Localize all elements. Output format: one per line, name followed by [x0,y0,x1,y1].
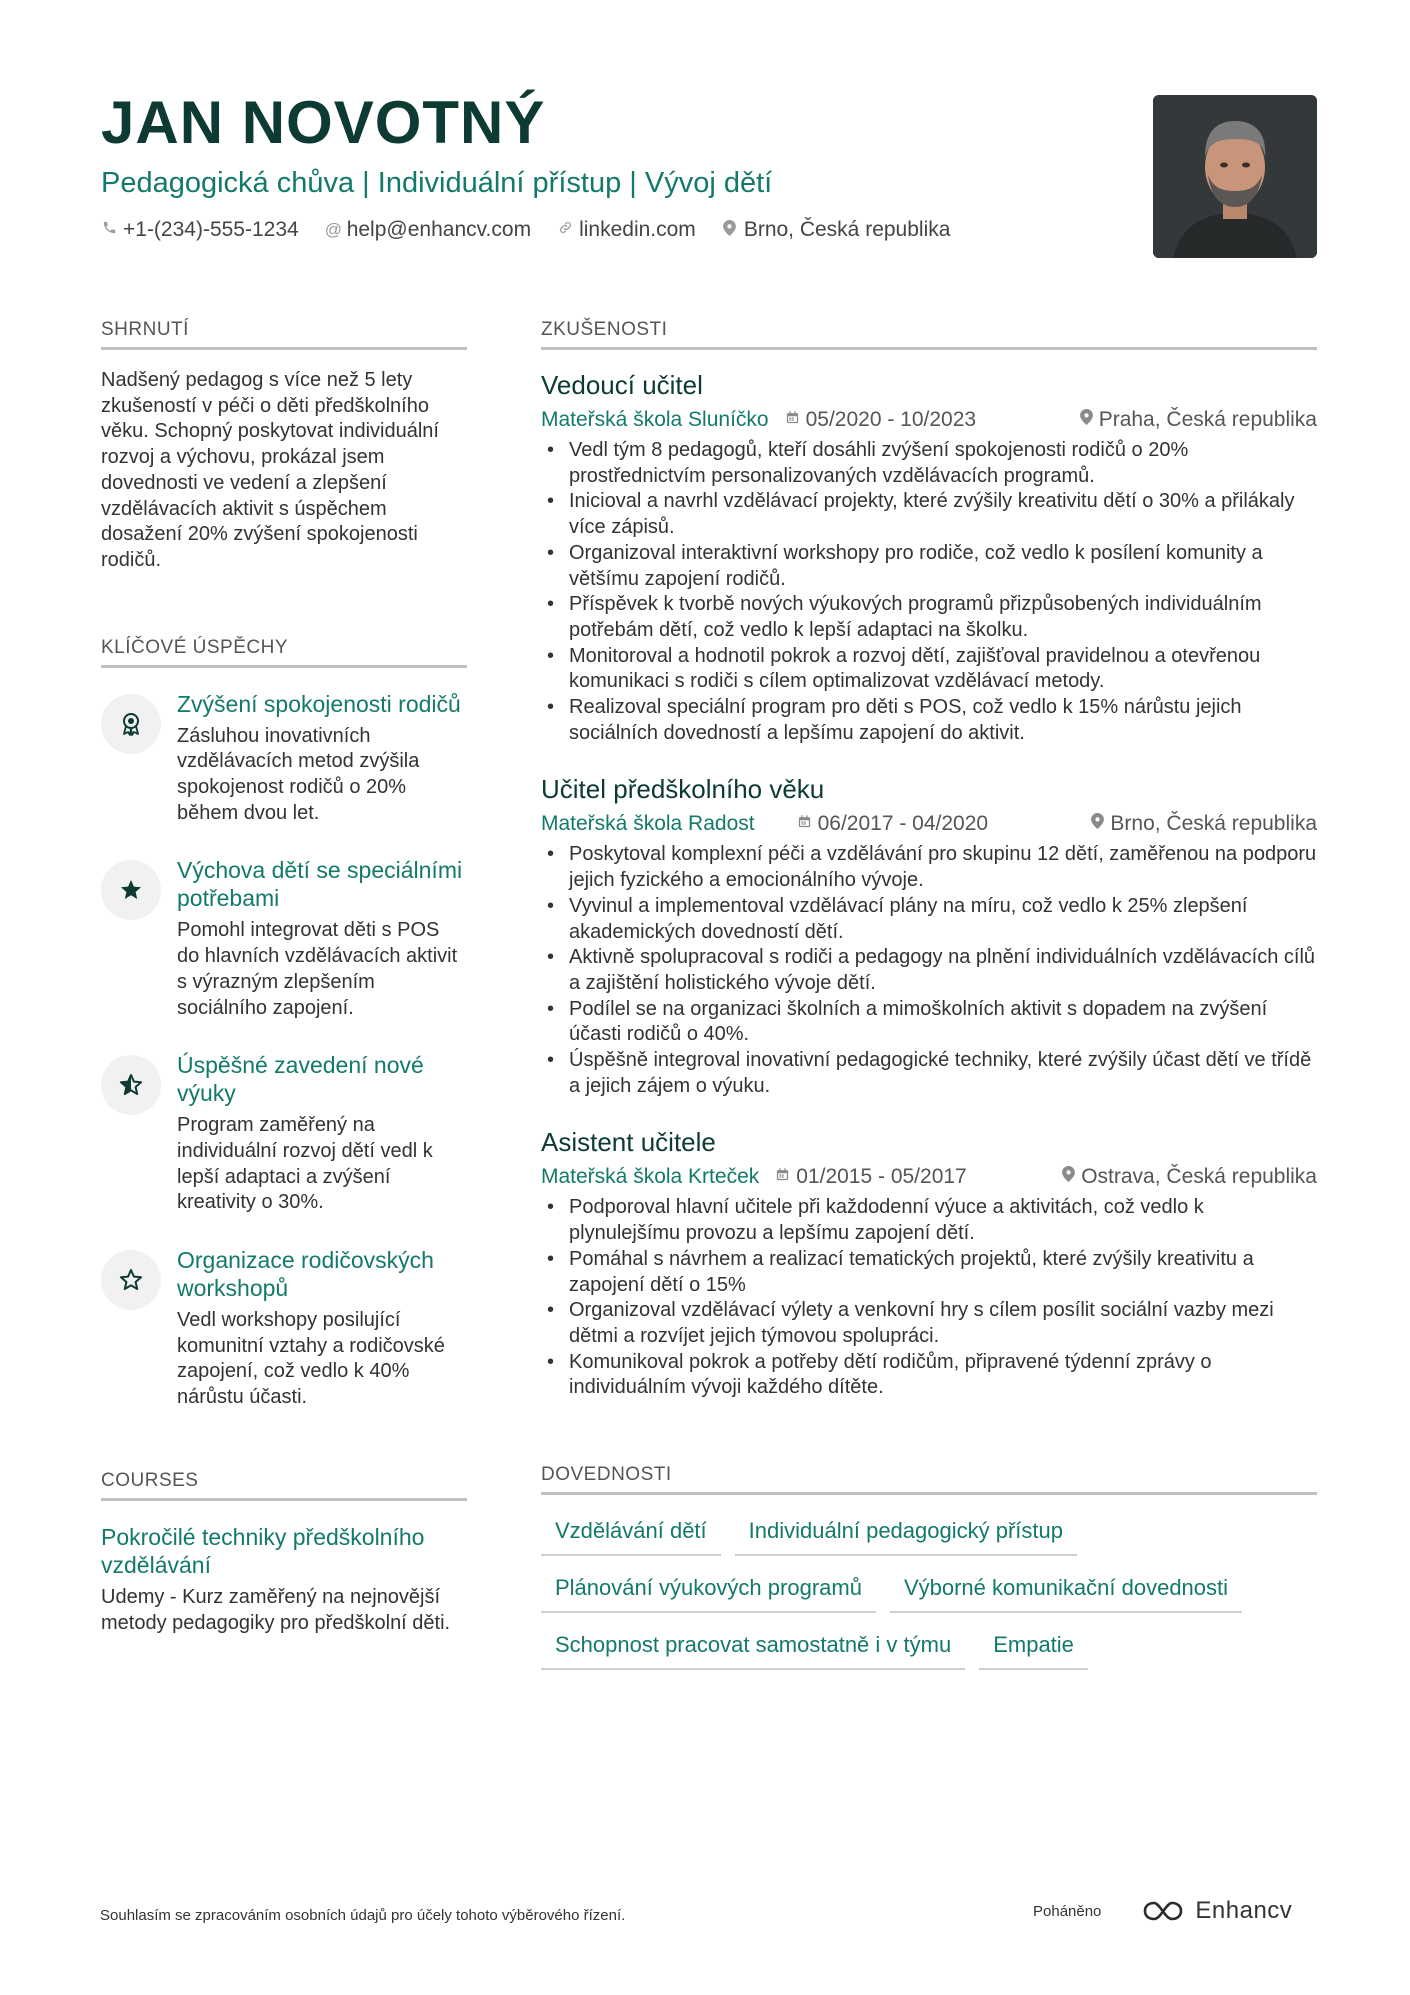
job-bullet: • Monitoroval a hodnotil pokrok a rozvoj dětí, zajišťoval pravidelnou a otevřenou komunikaci s rodiči s cílem optimalizovat vzdělávací metody. [541,644,1317,695]
job-location: Brno, Česká republika [1110,812,1317,836]
link-icon [557,220,573,240]
course-desc: Udemy - Kurz zaměřený na nejnovější metody pedagogiky pro předškolní děti. [101,1585,451,1634]
achievement-desc: Zásluhou inovativních vzdělávacích metod zvýšila spokojenost rodičů o 20% během dvou let. [177,724,420,824]
job-location-wrap [1091,810,1317,838]
calendar-icon [775,1163,790,1191]
job-bullets [541,842,1317,1099]
achievement-desc: Vedl workshopy posilující komunitní vztahy a rodičovské zapojení, což vedlo k 40% nárůstu účasti. [177,1309,445,1409]
skills-heading: DOVEDNOSTI [541,1463,1317,1495]
skill-tag: Plánování výukových programů [541,1570,876,1613]
at-icon: @ [324,220,342,239]
job-bullet: • Realizoval speciální program pro děti s POS, což vedlo k 15% nárůstu jejich sociálních dovedností a lepšímu zapojení do aktivit. [541,695,1317,746]
summary-text: Nadšený pedagog s více než 5 lety zkušeností v péči o děti předškolního věku. Schopný poskytovat individuální rozvoj a výchovu, prokázal jsem dovednosti ve vedení a zlepšení vzdělávacích aktivit s úspěchem dosažení 20% zvýšení spokojenosti rodičů. [101,369,439,571]
job-bullet: • Vedl tým 8 pedagogů, kteří dosáhli zvýšení spokojenosti rodičů o 20% prostřednictvím personalizovaných vzdělávacích programů. [541,438,1317,489]
job-bullet: • Organizoval vzdělávací výlety a venkovní hry s cílem posílit sociální vazby mezi dětmi a rozvíjet jejich týmovou spolupráci. [541,1298,1317,1349]
profile-photo [1153,95,1317,258]
location-pin-icon [1091,810,1104,838]
star-half-icon [101,1055,161,1115]
courses-heading: COURSES [101,1469,467,1501]
contact-list [101,218,1151,242]
job-company: Mateřská škola Radost [541,812,755,836]
achievement-desc: Pomohl integrovat děti s POS do hlavních vzdělávacích aktivit s výrazným zlepšením sociálního zapojení. [177,919,458,1019]
achievement-body [177,690,467,827]
brand-logo[interactable] [1141,1897,1292,1925]
achievement-body [177,1246,467,1411]
job-location: Praha, Česká republika [1098,408,1317,431]
contact-phone [101,218,299,242]
ribbon-award-icon [101,694,161,754]
skills-list [541,1513,1317,1684]
job-dates-wrap [775,1163,966,1191]
achievement-item [101,856,467,1021]
calendar-icon [785,406,800,434]
candidate-name: JAN NOVOTNÝ [101,89,546,156]
job-company: Mateřská škola Krteček [541,1165,760,1189]
footer-branding [1033,1897,1292,1925]
consent-text: Souhlasím se zpracováním osobních údajů pro účely tohoto výběrového řízení. [100,1907,626,1924]
job-title: Učitel předškolního věku [541,774,825,805]
achievement-body [177,856,467,1021]
job-title: Asistent učitele [541,1127,716,1158]
job-entry [541,368,1317,746]
achievements-heading: KLÍČOVÉ ÚSPĚCHY [101,636,467,668]
achievement-body [177,1051,467,1216]
job-dates-wrap [785,406,976,434]
contact-linkedin[interactable] [557,218,696,242]
job-bullet: • Příspěvek k tvorbě nových výukových programů přizpůsobených individuálním potřebám dětí, což vedlo k lepší adaptaci na školku. [541,592,1317,643]
job-dates-wrap [797,810,988,838]
job-meta [541,406,1317,434]
skill-tag: Empatie [979,1627,1088,1670]
job-bullet: • Poskytoval komplexní péči a vzdělávání pro skupinu 12 dětí, zaměřenou na podporu jejich fyzického a emocionálního vývoje. [541,842,1317,893]
brand-name: Enhancv [1195,1897,1293,1924]
contact-location-text: Brno, Česká republika [743,218,951,241]
job-location: Ostrava, Česká republika [1081,1165,1317,1189]
contact-email-text[interactable]: help@enhancv.com [346,218,532,241]
achievement-item [101,690,467,827]
achievement-item [101,1051,467,1216]
job-bullet: • Inicioval a navrhl vzdělávací projekty, které zvýšily kreativitu dětí o 30% a přilákaly více zápisů. [541,489,1317,540]
job-location-wrap [1080,406,1317,434]
job-company: Mateřská škola Sluníčko [541,408,769,431]
achievement-title: Organizace rodičovských workshopů [177,1247,434,1302]
contact-location [722,218,951,242]
job-bullet: • Vyvinul a implementoval vzdělávací plány na míru, což vedlo k 25% zlepšení akademických dovedností dětí. [541,894,1317,945]
left-column [101,318,467,1636]
job-dates: 05/2020 - 10/2023 [805,408,977,431]
summary-heading: SHRNUTÍ [101,318,467,350]
contact-email[interactable] [325,218,531,242]
job-bullet: • Podílel se na organizaci školních a mimoškolních aktivit s dopadem na zvýšení účasti rodičů o 40%. [541,997,1317,1048]
job-location-wrap [1062,1163,1317,1191]
contact-linkedin-text[interactable]: linkedin.com [579,218,696,241]
enhancv-logo-icon [1141,1900,1187,1922]
job-bullets [541,1195,1317,1401]
skill-tag: Vzdělávání dětí [541,1513,721,1556]
powered-by-label: Poháněno [1033,1902,1102,1920]
job-meta [541,810,1317,838]
right-column [541,318,1317,1684]
contact-phone-text: +1-(234)-555-1234 [123,218,299,241]
star-filled-icon [101,860,161,920]
achievement-title: Úspěšné zavedení nové výuky [177,1052,424,1107]
calendar-icon [797,810,812,838]
achievement-title: Výchova dětí se speciálními potřebami [177,857,463,912]
job-bullet: • Komunikoval pokrok a potřeby dětí rodičům, připravené týdenní zprávy o individuálním vývoji každého dítěte. [541,1350,1317,1401]
phone-icon [101,220,117,240]
course-title: Pokročilé techniky předškolního vzdělávání [101,1523,425,1578]
achievement-desc: Program zaměřený na individuální rozvoj dětí vedl k lepší adaptaci a zvýšení kreativity o 30%. [177,1114,433,1214]
location-pin-icon [1080,406,1093,434]
job-meta [541,1163,1317,1191]
job-bullet: • Podporoval hlavní učitele při každodenní výuce a aktivitách, což vedlo k plynulejšímu provozu a lepšímu zapojení dětí. [541,1195,1317,1246]
skill-tag: Výborné komunikační dovednosti [890,1570,1242,1613]
skill-tag: Schopnost pracovat samostatně i v týmu [541,1627,965,1670]
job-bullet: • Pomáhal s návrhem a realizací tematických projektů, které zvýšily kreativitu a zapojení dětí o 15% [541,1247,1317,1298]
job-bullet: • Aktivně spolupracoval s rodiči a pedagogy na plnění individuálních vzdělávacích cílů a zajištění holistického vývoje dětí. [541,945,1317,996]
skill-tag: Individuální pedagogický přístup [735,1513,1077,1556]
job-dates: 01/2015 - 05/2017 [796,1165,967,1189]
job-bullet: • Úspěšně integroval inovativní pedagogické techniky, které zvýšily účast dětí ve třídě a jejich zájem o výuku. [541,1048,1317,1099]
headline: Pedagogická chůva | Individuální přístup | Vývoj dětí [101,167,773,199]
header [101,88,1151,242]
job-entry [541,1125,1317,1401]
job-entry [541,772,1317,1099]
star-outline-icon [101,1250,161,1310]
job-title: Vedoucí učitel [541,370,703,400]
achievement-item [101,1246,467,1411]
job-dates: 06/2017 - 04/2020 [817,812,989,836]
location-pin-icon [722,220,738,241]
job-bullet: • Organizoval interaktivní workshopy pro rodiče, což vedlo k posílení komunity a většímu zapojení rodičů. [541,541,1317,592]
experience-heading: ZKUŠENOSTI [541,318,1317,350]
job-bullets [541,438,1317,746]
achievement-title: Zvýšení spokojenosti rodičů [177,690,461,717]
location-pin-icon [1062,1163,1075,1191]
